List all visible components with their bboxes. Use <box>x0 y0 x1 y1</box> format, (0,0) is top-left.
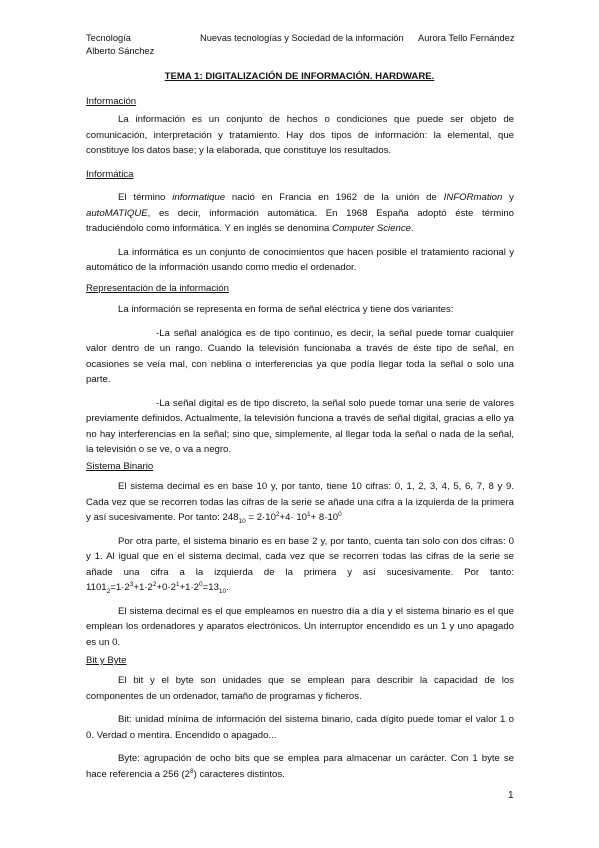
section-body-informatica <box>86 190 514 276</box>
paragraph: Por otra parte, el sistema binario es en base 2 y, por tanto, cuenta tan solo con dos cifras: 0 y 1. Al igual que en el sistema decimal, cada vez que se recorren todas las cifras de la serie se añade una cifra a la izquierda de la primera y así sucesivamente. Por tanto: $1101_2=1\cdot 2^3+1\cdot 2^2+0\cdot 2^1+1\cdot 2^0=13_{10}$. <box>86 535 514 595</box>
section-heading-bityte: Bit y Byte <box>86 655 127 666</box>
header-course: Nuevas tecnologías y Sociedad de la información <box>200 33 404 43</box>
header-author: Aurora Tello Fernández <box>418 33 515 43</box>
section-body-bityte <box>86 673 514 782</box>
header-subject: Tecnología <box>86 33 131 43</box>
document-title: TEMA 1: DIGITALIZACIÓN DE INFORMACIÓN. HARDWARE. <box>164 71 435 82</box>
paragraph: La información es un conjunto de hechos o condiciones que puede ser objeto de comunicación, interpretación y tratamiento. Hay dos tipos de información: la elemental, que constituye los datos base; y la elaborada, que constituye los resultados. <box>86 114 514 156</box>
section-body-representacion <box>86 302 514 458</box>
section-body-binario <box>86 479 514 650</box>
paragraph: La informática es un conjunto de conocimientos que hacen posible el tratamiento racional y automático de la información usando como medio el ordenador. <box>86 246 514 273</box>
paragraph: Bit: unidad mínima de información del sistema binario, cada dígito puede tomar el valor 1 o 0. Verdad o mentira. Encendido o apagado... <box>86 714 514 741</box>
paragraph: El sistema decimal es en base 10 y, por tanto, tiene 10 cifras: 0, 1, 2, 3, 4, 5, 6, 7, 8 y 9. Cada vez que se recorren todas las cifras de la serie se añade una cifra a la izquierda de la primera y así sucesivamente. Por tanto: $248_{10} = 2\cdot 10^2+4\cdot 10^1+ 8\cdot 10^0$ <box>86 481 514 525</box>
paragraph: -La señal analógica es de tipo continuo, es decir, la señal puede tomar cualquier valor dentro de un rango. Cuando la televisión funcionaba a través de éste tipo de señal, en ocasiones se veía mal, con neblina o interferencias ya que podía llegar toda la señal o solo una parte. <box>86 327 514 385</box>
header-author-2: Alberto Sánchez <box>86 46 155 56</box>
page-number: 1 <box>508 790 514 801</box>
section-heading-informacion: Información <box>86 96 137 107</box>
section-body-informacion <box>86 112 514 159</box>
paragraph: -La señal digital es de tipo discreto, la señal solo puede tomar una serie de valores previamente definidos. Actualmente, la televisión funciona a través de señal digital, gracias a ello ya no hay interferencias en la señal; sino que, simplemente, al llegar toda la señal o nada de la señal, la televisión o se ve, o va a negro. <box>86 397 514 455</box>
section-heading-binario: Sistema Binario <box>86 461 154 472</box>
paragraph: Byte: agrupación de ocho bits que se emplea para almacenar un carácter. Con 1 byte se hace referencia a 256 $(2^8)$ caracteres distintos. <box>86 753 514 780</box>
section-heading-representacion: Representación de la información <box>86 283 229 294</box>
paragraph: La información se representa en forma de señal eléctrica y tiene dos variantes: <box>118 304 454 315</box>
paragraph: El sistema decimal es el que empleamos en nuestro día a día y el sistema binario es el que emplean los ordenadores y aparatos electrónicos. Un interruptor encendido es un 1 y uno apagado es un 0. <box>86 605 514 648</box>
paragraph: El término informatique nació en Francia en 1962 de la unión de INFORmation y autoMATIQUE, es decir, información automática. En 1968 España adoptó éste término traduciéndolo como informática. Y en inglés se denomina Computer Science. <box>86 192 514 234</box>
paragraph: El bit y el byte son unidades que se emplean para describir la capacidad de los componentes de un ordenador, tamaño de programas y ficheros. <box>86 675 514 702</box>
section-heading-informatica: Informática <box>86 169 134 180</box>
